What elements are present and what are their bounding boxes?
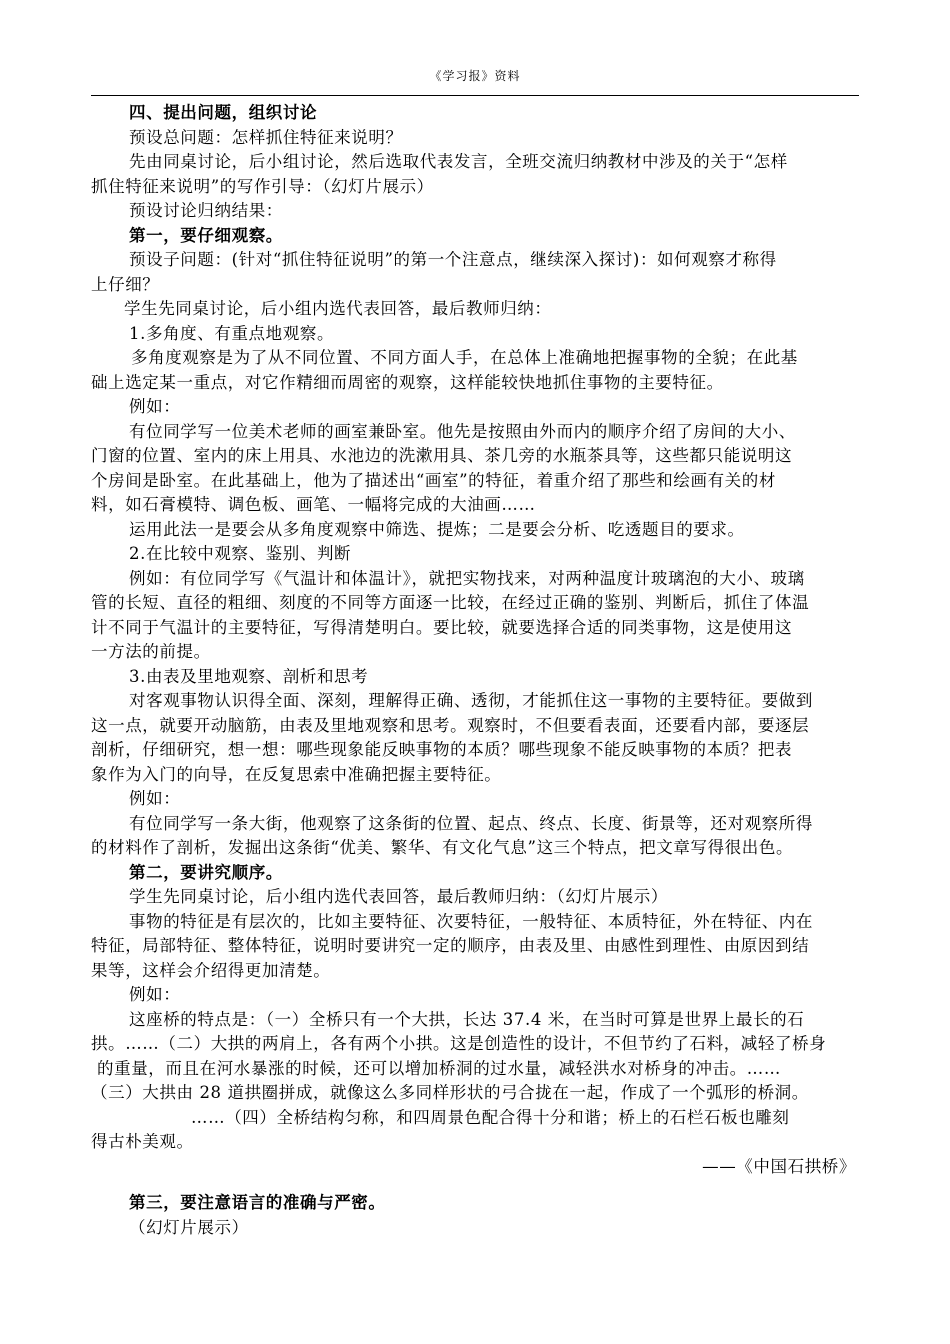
paragraph-line: 例如： xyxy=(129,985,181,1004)
paragraph-line: 例如：有位同学写《气温计和体温计》，就把实物找来，对两种温度计玻璃泡的大小、玻璃 xyxy=(129,568,805,588)
paragraph-line: 剖析，仔细研究，想一想：哪些现象能反映事物的本质？哪些现象不能反映事物的本质？把表 xyxy=(91,740,793,759)
spacer xyxy=(91,1179,862,1191)
quote-line: （三）大拱由 28 道拱圈拼成，就像这么多同样形状的弓合拢在一起，作成了一个弧形的桥洞。 xyxy=(91,1083,809,1102)
paragraph-line: 预设讨论归纳结果： xyxy=(129,201,283,220)
paragraph-line: 础上选定某一重点，对它作精细而周密的观察，这样能较快地抓住事物的主要特征。 xyxy=(91,372,724,392)
quote-line: ……（四）全桥结构匀称，和四周景色配合得十分和谐；桥上的石栏石板也雕刻 xyxy=(191,1107,790,1127)
paragraph-line: 多角度观察是为了从不同位置、不同方面人手，在总体上准确地把握事物的全貌；在此基 xyxy=(131,348,798,367)
quote-line: 拱。……（二）大拱的两肩上，各有两个小拱。这是创造性的设计，不但节约了石料，减轻了桥身 xyxy=(91,1034,827,1053)
paragraph-line: 计不同于气温计的主要特征，写得清楚明白。要比较，就要选择合适的同类事物，这是使用这 xyxy=(91,617,793,637)
paragraph-line: 预设子问题：(针对“抓住特征说明”的第一个注意点，继续深入探讨)：如何观察才称得 xyxy=(129,250,777,269)
paragraph-line: 一方法的前提。 xyxy=(91,642,211,661)
paragraph-line: 抓住特征来说明”的写作引导：（幻灯片展示） xyxy=(91,176,434,196)
paragraph-line: 运用此法一是要会从多角度观察中筛选、提炼；二是要会分析、吃透题目的要求。 xyxy=(129,519,745,539)
paragraph-line: 事物的特征是有层次的，比如主要特征、次要特征，一般特征、本质特征，外在特征、内在 xyxy=(129,911,813,931)
paragraph-line: 学生先同桌讨论，后小组内选代表回答，最后教师归纳： xyxy=(124,299,552,318)
quote-line: 得古朴美观。 xyxy=(91,1132,194,1151)
list-item: 1.多角度、有重点地观察。 xyxy=(129,323,335,343)
paragraph-line: 预设总问题：怎样抓住特征来说明？ xyxy=(129,127,403,147)
paragraph-line: 学生先同桌讨论，后小组内选代表回答，最后教师归纳：（幻灯片展示） xyxy=(129,887,668,906)
paragraph-line: 果等，这样会介绍得更加清楚。 xyxy=(91,960,331,980)
list-item: 3.由表及里地观察、剖析和思考 xyxy=(129,666,369,686)
paragraph-line: 例如： xyxy=(129,397,181,416)
subheading: 第二，要讲究顺序。 xyxy=(129,862,283,882)
list-item: 2.在比较中观察、鉴别、判断 xyxy=(129,544,352,563)
paragraph-line: （幻灯片展示） xyxy=(129,1217,249,1237)
paragraph-line: 的材料作了剖析，发掘出这条街“优美、繁华、有文化气息”这三个特点，把文章写得很出色。 xyxy=(91,838,794,857)
paragraph-line: 例如： xyxy=(129,789,181,808)
subheading: 第三，要注意语言的准确与严密。 xyxy=(129,1193,386,1212)
quote-line: 的重量，而且在河水暴涨的时候，还可以增加桥洞的过水量，减轻洪水对桥身的冲击。…… xyxy=(97,1058,781,1078)
subheading: 第一，要仔细观察。 xyxy=(129,225,283,245)
paragraph-line: 管的长短、直径的粗细、刻度的不同等方面逐一比较，在经过正确的鉴别、判断后，抓住了体温 xyxy=(91,593,810,612)
quote-line: 这座桥的特点是：（一）全桥只有一个大拱，长达 37.4 米，在当时可算是世界上最长的石 xyxy=(129,1009,805,1029)
paragraph-line: 特征，局部特征、整体特征，说明时要讲究一定的顺序，由表及里、由感性到理性、由原因到结 xyxy=(91,936,810,955)
page-header: 《学习报》资料 xyxy=(429,69,521,83)
document-body xyxy=(91,101,862,1240)
paragraph-line: 个房间是卧室。在此基础上，他为了描述出“画室”的特征，着重介绍了那些和绘画有关的材 xyxy=(91,470,776,490)
paragraph-line: 这一点，就要开动脑筋，由表及里地观察和思考。观察时，不但要看表面，还要看内部，要逐层 xyxy=(91,715,810,735)
paragraph-line: 上仔细？ xyxy=(91,274,160,294)
paragraph-line: 对客观事物认识得全面、深刻，理解得正确、透彻，才能抓住这一事物的主要特征。要做到 xyxy=(129,691,813,710)
paragraph-line: 门窗的位置、室内的床上用具、水池边的洗漱用具、茶几旁的水瓶茶具等，这些都只能说明这 xyxy=(91,446,793,465)
paragraph-line: 有位同学写一条大街，他观察了这条街的位置、起点、终点、长度、街景等，还对观察所得 xyxy=(129,813,813,833)
paragraph-line: 料，如石膏模特、调色板、画笔、一幅将完成的大油画…… xyxy=(91,495,536,514)
paragraph-line: 有位同学写一位美术老师的画室兼卧室。他先是按照由外而内的顺序介绍了房间的大小、 xyxy=(129,421,796,441)
quote-source: ——《中国石拱桥》 xyxy=(702,1156,856,1176)
header-rule xyxy=(91,95,859,96)
paragraph-line: 先由同桌讨论，后小组讨论，然后选取代表发言，全班交流归纳教材中涉及的关于“怎样 xyxy=(129,152,788,171)
paragraph-line: 象作为入门的向导，在反复思索中准确把握主要特征。 xyxy=(91,764,502,784)
section-heading: 四、提出问题，组织讨论 xyxy=(129,103,318,122)
